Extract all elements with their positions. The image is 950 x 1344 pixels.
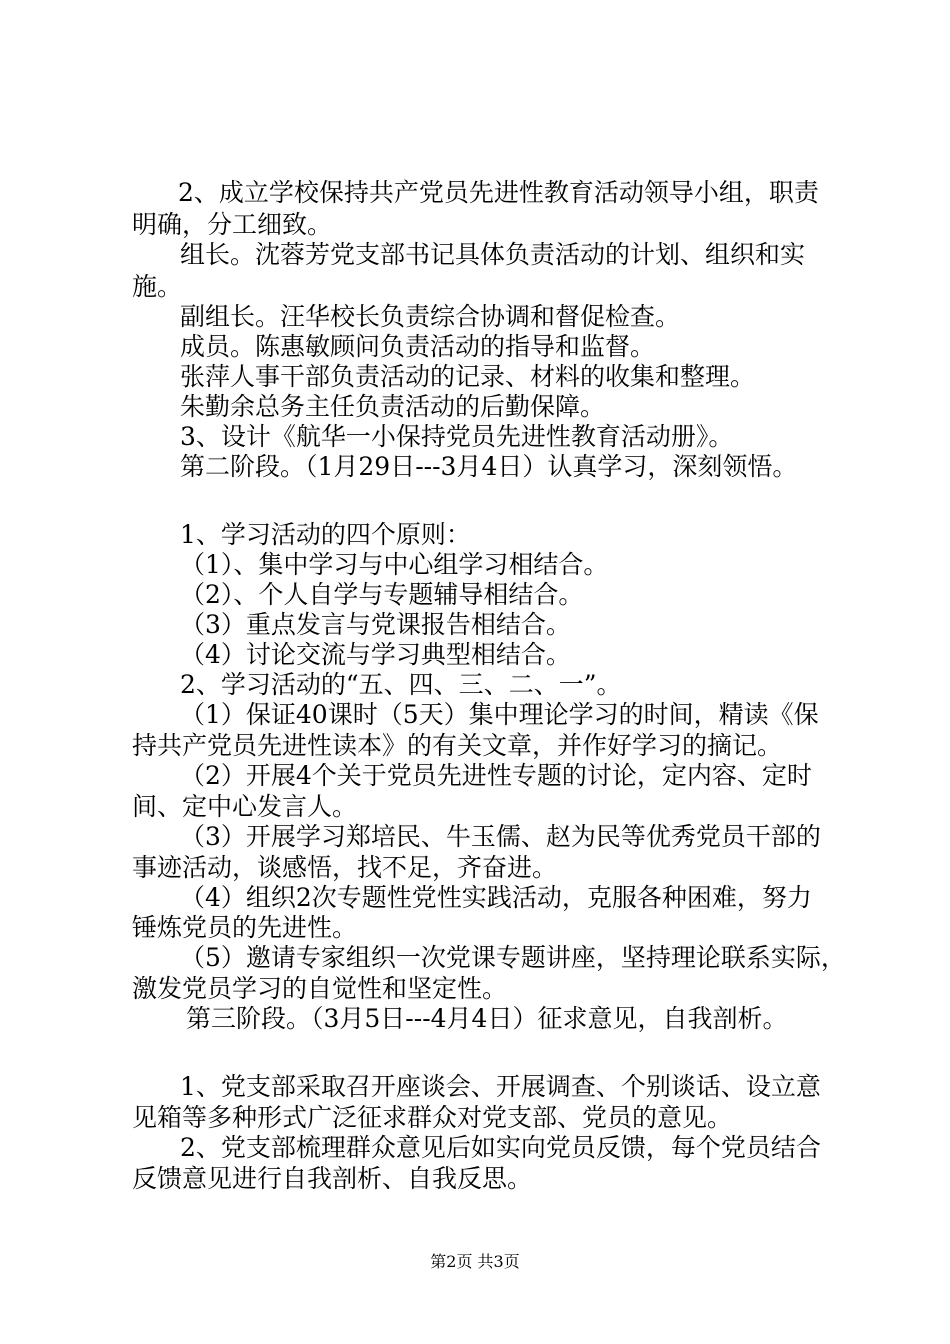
paragraph-line: 2、成立学校保持共产党员先进性教育活动领导小组，职责 <box>178 178 819 207</box>
paragraph-line: 反馈意见进行自我剖析、自我反思。 <box>132 1164 533 1193</box>
paragraph-line: 3、设计《航华一小保持党员先进性教育活动册》。 <box>180 422 734 451</box>
paragraph-line: 事迹活动，谈感悟，找不足，齐奋进。 <box>132 853 558 882</box>
section-heading: 第二阶段。（1月29日---3月4日）认真学习，深刻领悟。 <box>180 452 798 481</box>
paragraph-line: 2、学习活动的“五、四、三、二、一”。 <box>180 670 622 699</box>
paragraph-line: 见箱等多种形式广泛征求群众对党支部、党员的意见。 <box>132 1103 733 1132</box>
paragraph-line: 2、党支部梳理群众意见后如实向党员反馈，每个党员结合 <box>180 1133 821 1162</box>
paragraph-line: 锤炼党员的先进性。 <box>132 913 358 942</box>
paragraph-line: 张萍人事干部负责活动的记录、材料的收集和整理。 <box>180 362 756 391</box>
paragraph-line: 朱勤余总务主任负责活动的后勤保障。 <box>180 392 606 421</box>
paragraph-line: 激发党员学习的自觉性和坚定性。 <box>132 974 508 1003</box>
list-item: （4）讨论交流与学习典型相结合。 <box>180 640 571 669</box>
list-item: （2）开展4个关于党员先进性专题的讨论，定内容、定时 <box>180 761 812 790</box>
list-item: （3）重点发言与党课报告相结合。 <box>180 610 571 639</box>
list-item: （5）邀请专家组织一次党课专题讲座，坚持理论联系实际， <box>180 943 846 972</box>
paragraph-line: 组长。沈蓉芳党支部书记具体负责活动的计划、组织和实 <box>180 240 806 269</box>
paragraph-line: 明确，分工细致。 <box>132 210 333 239</box>
list-item: （2）、个人自学与专题辅导相结合。 <box>180 580 584 609</box>
paragraph-line: 副组长。汪华校长负责综合协调和督促检查。 <box>180 302 681 331</box>
list-item: （4）组织2次专题性党性实践活动，克服各种困难，努力 <box>180 883 812 912</box>
paragraph-line: 施。 <box>132 272 183 301</box>
paragraph-line: 1、党支部采取召开座谈会、开展调查、个别谈话、设立意 <box>180 1072 821 1101</box>
section-heading: 第三阶段。（3月5日---4月4日）征求意见，自我剖析。 <box>186 1004 788 1033</box>
paragraph-line: 1、学习活动的四个原则： <box>180 520 471 549</box>
list-item: （1）保证40课时（5天）集中理论学习的时间，精读《保 <box>180 700 819 729</box>
page-footer: 第2页 共3页 <box>430 1252 520 1271</box>
paragraph-line: 成员。陈惠敏顾问负责活动的指导和监督。 <box>180 332 656 361</box>
list-item: （3）开展学习郑培民、牛玉儒、赵为民等优秀党员干部的 <box>180 822 821 851</box>
paragraph-line: 持共产党员先进性读本》的有关文章，并作好学习的摘记。 <box>132 731 783 760</box>
paragraph-line: 间、定中心发言人。 <box>132 792 358 821</box>
list-item: （1）、集中学习与中心组学习相结合。 <box>180 550 609 579</box>
